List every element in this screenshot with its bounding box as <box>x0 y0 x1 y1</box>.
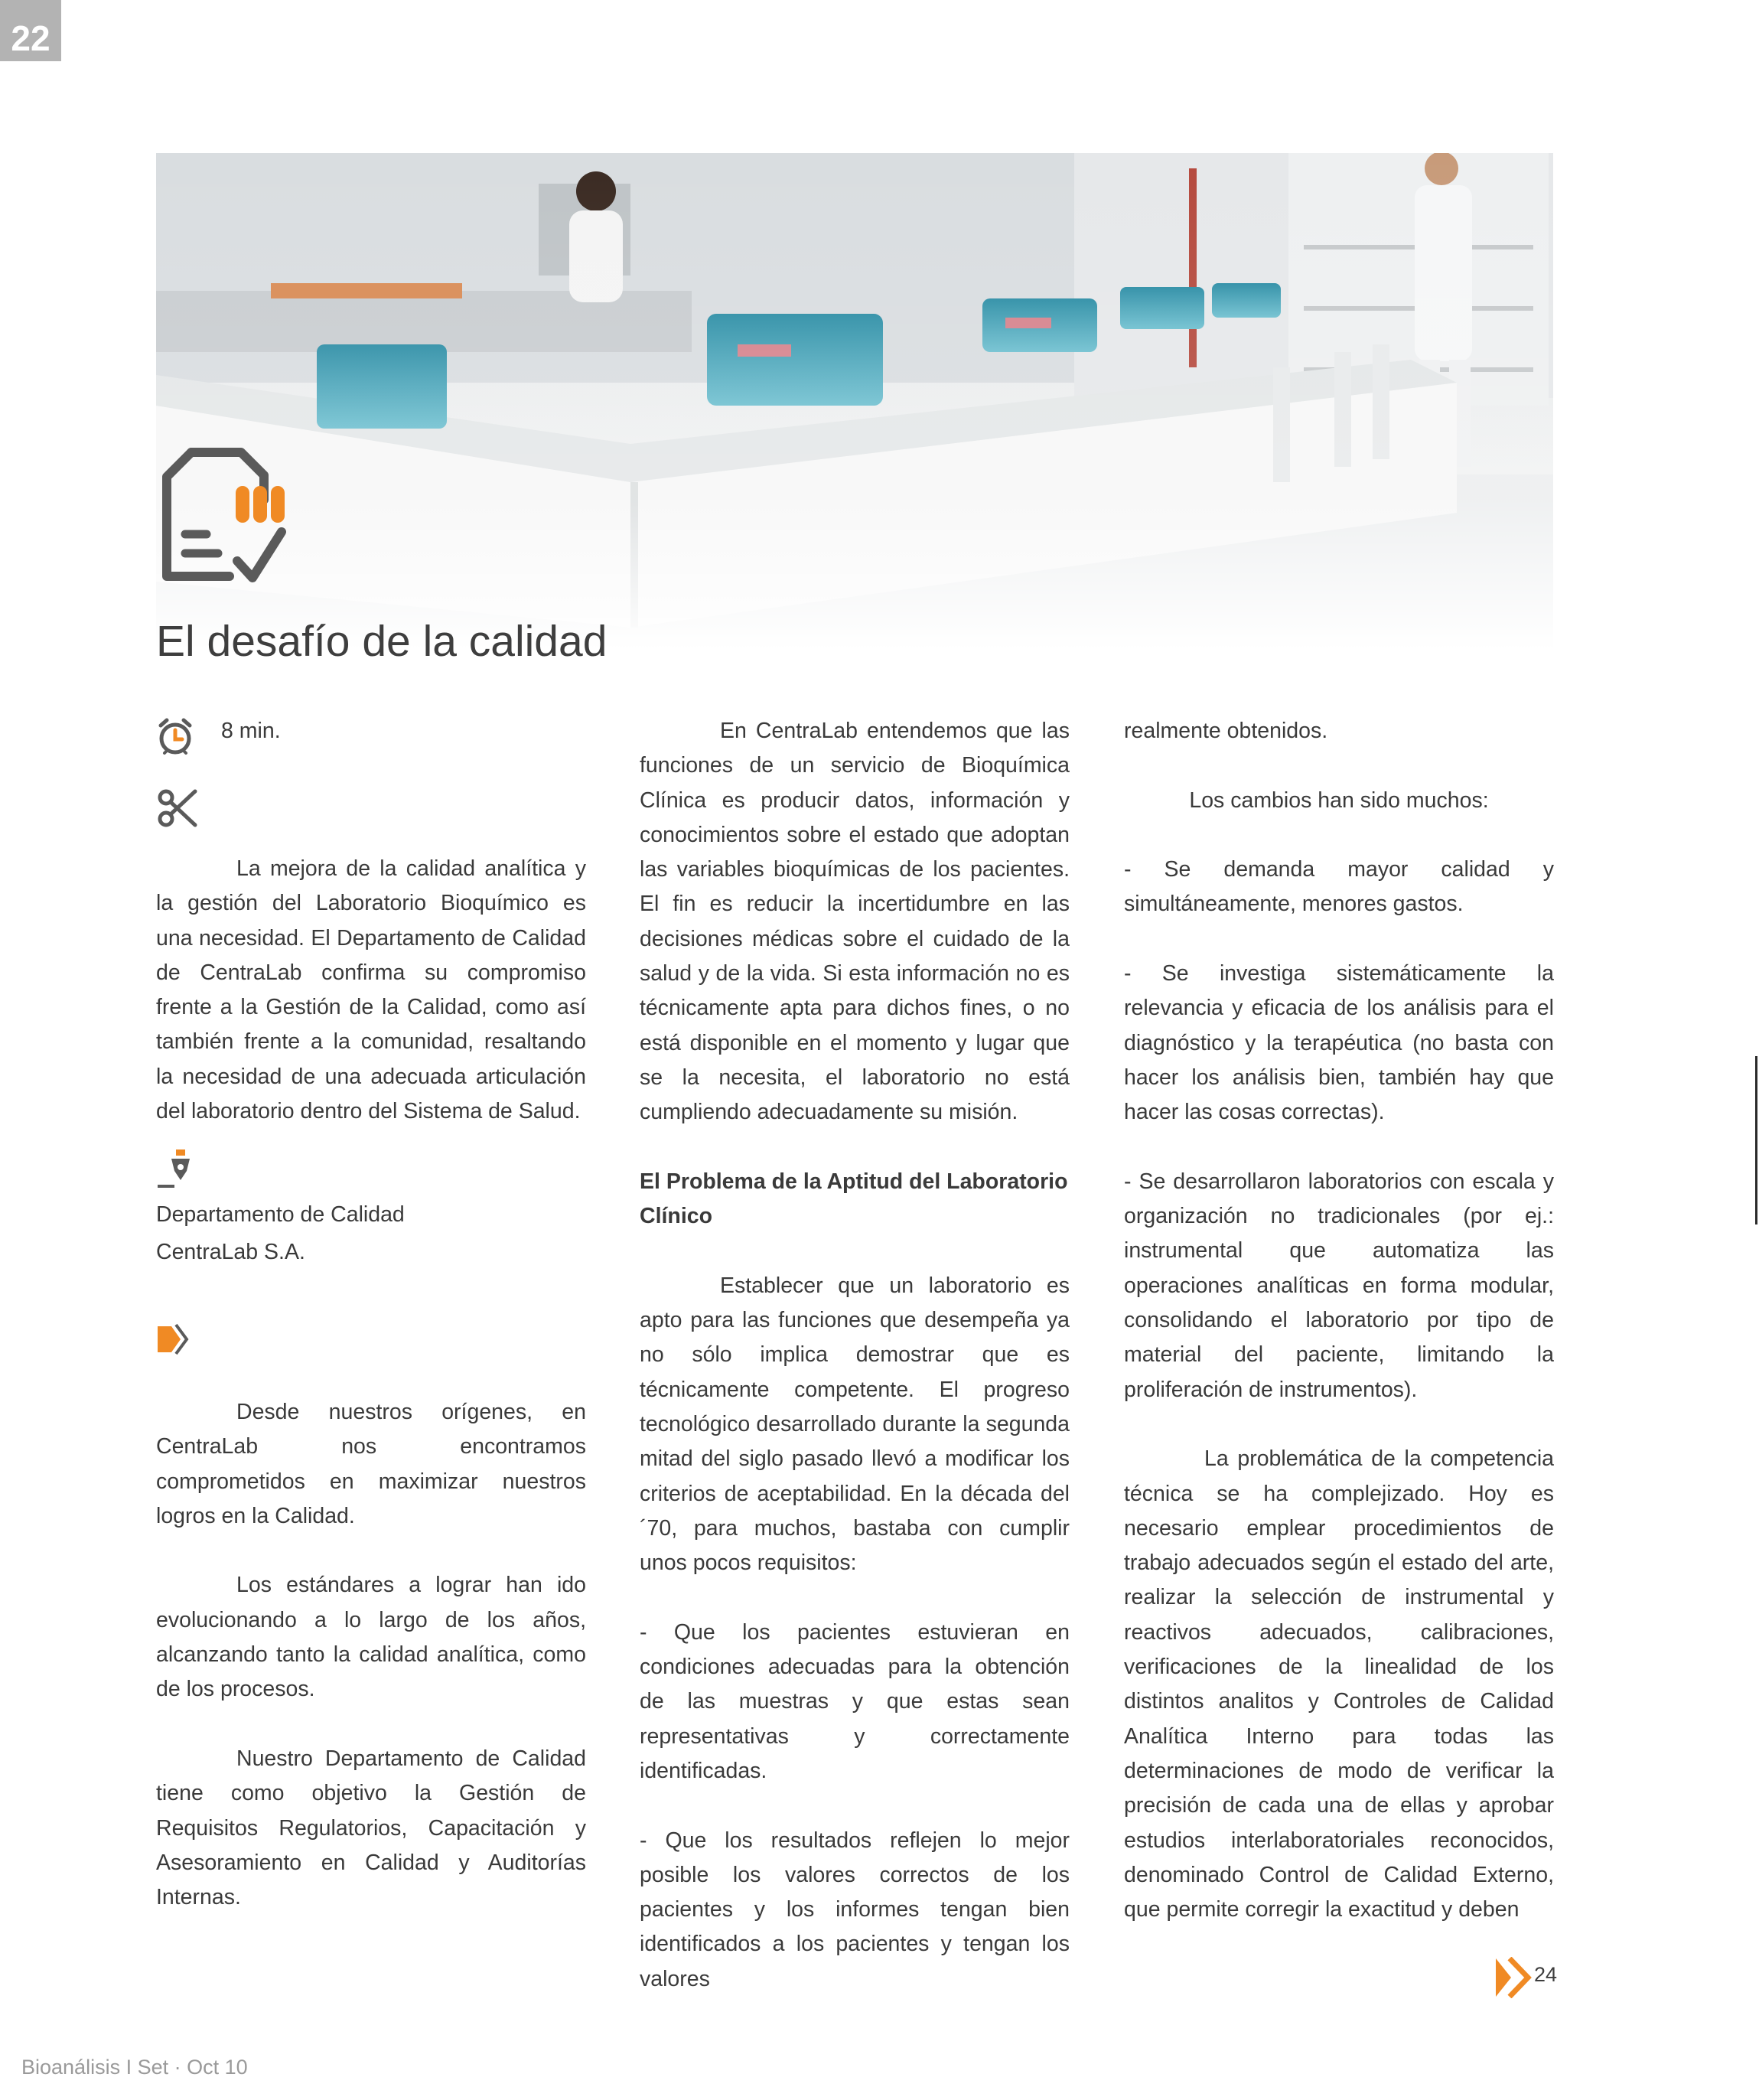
document-check-icon <box>161 446 291 592</box>
read-time: 8 min. <box>221 719 281 743</box>
section-heading: El Problema de la Aptitud del Laboratorio Clínico <box>640 1169 1068 1229</box>
paragraph: Establecer que un laboratorio es apto para las funciones que desempeña ya no sólo implica demostrar que es técnicamente competente. El progreso tecnológico desarrollado durante la segunda mitad del siglo pasado llevó a modificar los criterios de aceptabilidad. En la década del ´70, para muchos, bastaba con cumplir unos pocos requisitos: <box>640 1273 1070 1576</box>
paragraph: Los estándares a lograr han ido evolucionando a lo largo de los años, alcanzando tanto la calidad analítica, como de los procesos. <box>156 1573 586 1702</box>
paragraph: La problemática de la competencia técnica se ha complejizado. Hoy es necesario emplear procedimientos de trabajo adecuados según el estado del arte, realizar la selección de instrumental y reactivos adecuados, calibraciones, verificaciones de la linealidad de los distintos analitos y Controles de Calidad Analítica Interno para todas las determinaciones de modo de verificar la precisión de cada una de ellas y aprobar estudios interlaboratoriales reconocidos, denominado Control de Calidad Externo, que permite corregir la exactitud y deben <box>1124 1446 1554 1922</box>
page-edge-mark <box>1755 1056 1757 1224</box>
article-title: El desafío de la calidad <box>156 617 608 666</box>
scissors-icon <box>157 787 200 830</box>
paragraph: Los cambios han sido muchos: <box>1189 788 1489 813</box>
hero-laboratory-photo <box>156 153 1553 651</box>
list-item: - Que los pacientes estuvieran en condiciones adecuadas para la obtención de las muestras y que estas sean representativas y correctamente identificadas. <box>640 1619 1070 1783</box>
column-1 <box>156 852 586 1164</box>
arrow-chevron-icon <box>156 1320 190 1358</box>
paragraph: Desde nuestros orígenes, en CentraLab nos encontramos comprometidos en maximizar nuestros logros en la Calidad. <box>156 1400 586 1528</box>
paragraph: realmente obtenidos. <box>1124 719 1328 743</box>
list-item: - Que los resultados reflejen lo mejor posible los valores correctos de los pacientes y los informes tengan bien identificados a los pacientes y tengan los valores <box>640 1828 1070 1991</box>
column-1-continued <box>156 1395 586 1950</box>
column-3 <box>1124 714 1554 1962</box>
intro-paragraph: La mejora de la calidad analítica y la gestión del Laboratorio Bioquímico es una necesidad. El Departamento de Calidad de CentraLab confirma su compromiso frente a la Gestión de la Calidad, como así también frente a la comunidad, resaltando la necesidad de una adecuada articulación del laboratorio dentro del Sistema de Salud. <box>156 856 586 1124</box>
page-number-badge: 22 <box>0 0 61 61</box>
column-2 <box>640 714 1070 2031</box>
next-page-arrow-icon[interactable] <box>1494 1957 1533 1998</box>
author-department: Departamento de Calidad <box>156 1202 405 1227</box>
list-item: - Se investiga sistemáticamente la relevancia y eficacia de los análisis para el diagnóstico y la terapéutica (no basta con hacer los análisis bien, también hay que hacer las cosas correctas). <box>1124 961 1554 1125</box>
clock-icon <box>156 716 194 756</box>
list-item: - Se demanda mayor calidad y simultáneamente, menores gastos. <box>1124 857 1554 917</box>
author-company: CentraLab S.A. <box>156 1240 305 1264</box>
pen-author-icon <box>156 1148 194 1191</box>
footer-publication: Bioanálisis I Set · Oct 10 <box>21 2056 248 2079</box>
paragraph: En CentraLab entendemos que las funciones de un servicio de Bioquímica Clínica es producir datos, información y conocimientos sobre el estado que adoptan las variables bioquímicas de los pacientes. El fin es reducir la incertidumbre en las decisiones médicas sobre el cuidado de la salud y de la vida. Si esta información no es técnicamente apta para dichos fines, o no está disponible en el momento y lugar que se la necesita, el laboratorio no está cumpliendo adecuadamente su misión. <box>640 719 1070 1125</box>
next-page-number[interactable]: 24 <box>1534 1963 1558 1986</box>
paragraph: Nuestro Departamento de Calidad tiene como objetivo la Gestión de Requisitos Regulatorios, Capacitación y Asesoramiento en Calidad y Auditorías Internas. <box>156 1746 586 1910</box>
list-item: - Se desarrollaron laboratorios con escala y organización no tradicionales (por ej.: instrumental que automatiza las operaciones analíticas en forma modular, consolidando el laboratorio por tipo de material del paciente, limitando la proliferación de instrumentos). <box>1124 1169 1554 1402</box>
